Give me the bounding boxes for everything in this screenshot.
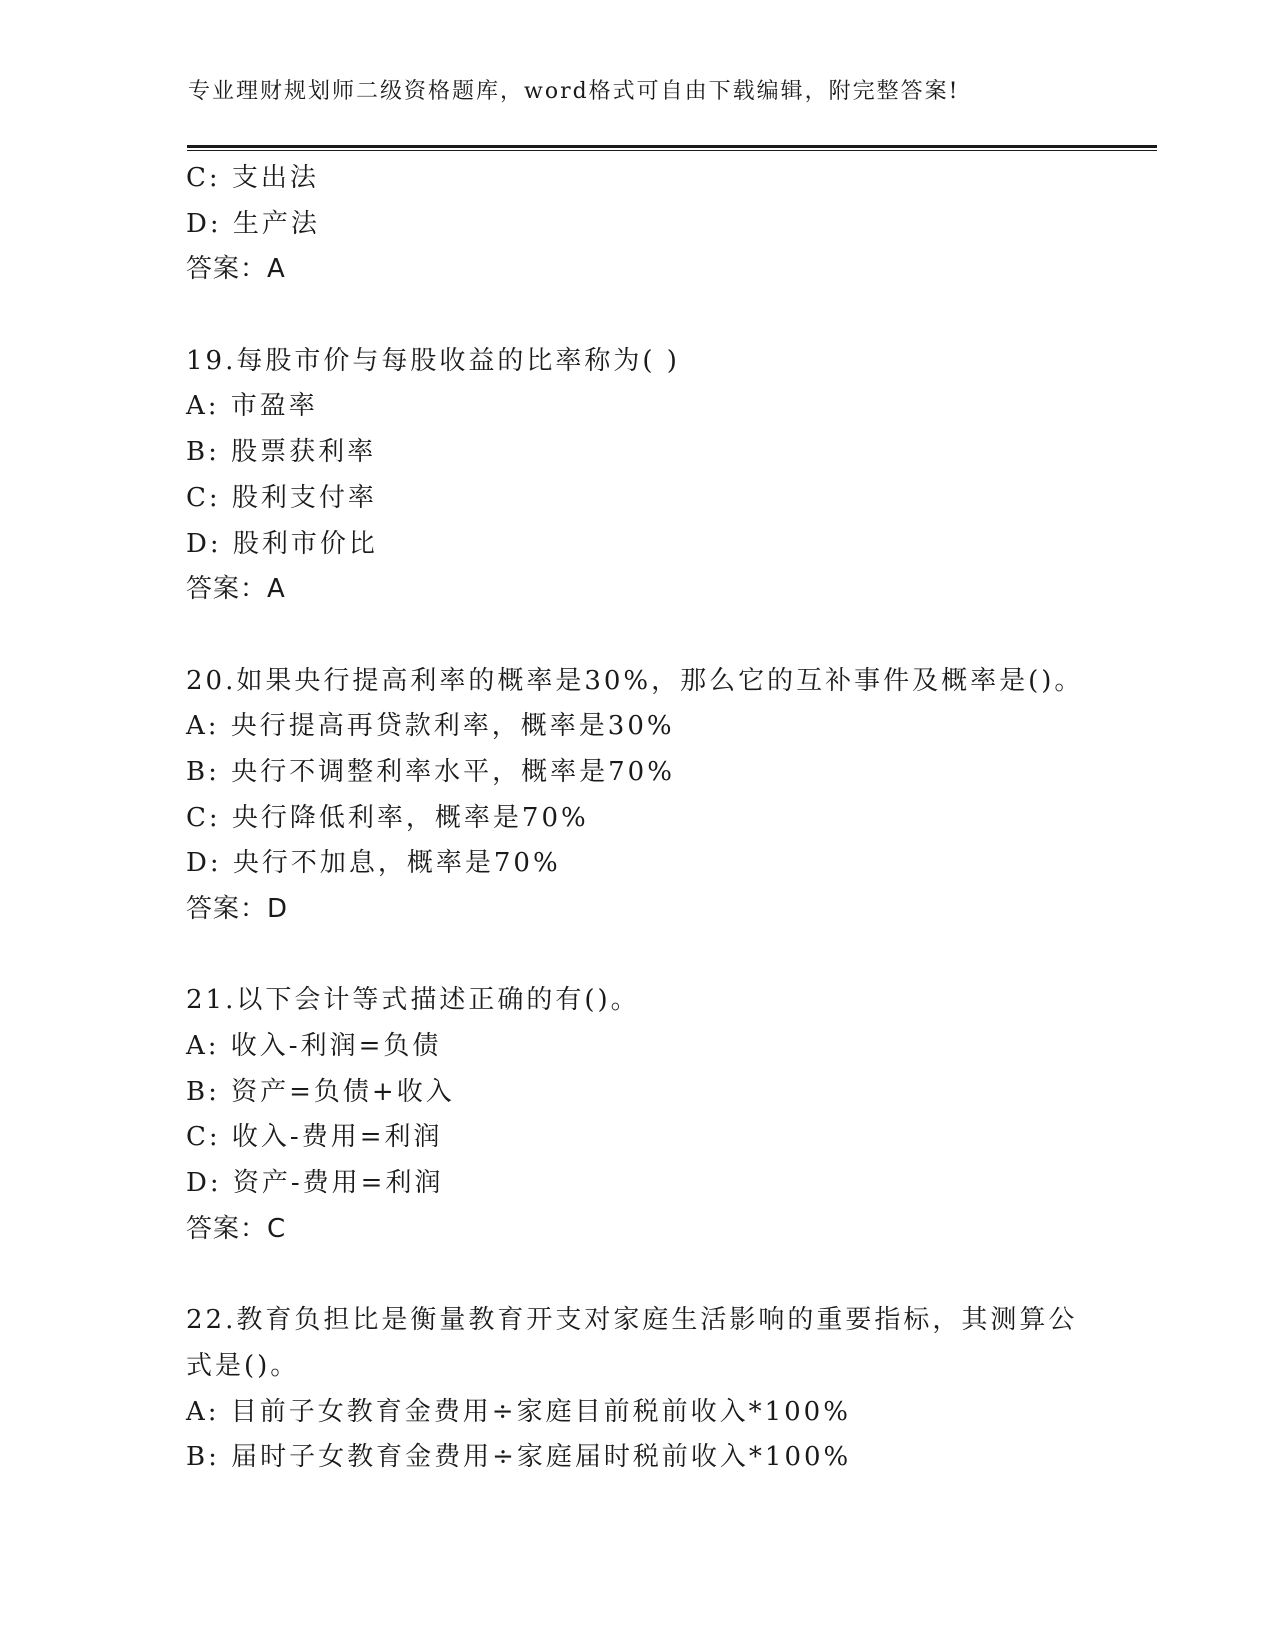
question-block: [186, 978, 1086, 1252]
option-c: C: 收入-费用=利润: [186, 1122, 443, 1153]
question-block: [186, 156, 1086, 293]
answer-line: 答案：C: [186, 1213, 287, 1244]
answer-line: 答案：A: [186, 254, 286, 285]
option-d: D: 央行不加息，概率是70%: [186, 848, 561, 879]
header-divider-thin: [187, 150, 1157, 151]
block-spacer: [186, 1253, 1086, 1299]
page-header: 专业理财规划师二级资格题库，word格式可自由下载编辑，附完整答案!: [188, 79, 960, 104]
question-list: [186, 156, 1086, 1481]
option-c: C: 股利支付率: [186, 482, 377, 513]
question-block: [186, 1298, 1086, 1481]
question-text-continued: 式是()。: [186, 1350, 300, 1381]
option-a: A: 收入-利润=负债: [186, 1031, 442, 1062]
option-a: A: 央行提高再贷款利率，概率是30%: [186, 711, 675, 742]
question-block: [186, 659, 1086, 933]
option-b: B: 届时子女教育金费用÷家庭届时税前收入*100%: [186, 1442, 852, 1473]
option-a: A: 市盈率: [186, 391, 318, 422]
option-b: B: 股票获利率: [186, 437, 377, 468]
option-d: D: 资产-费用=利润: [186, 1168, 444, 1199]
option-c: C: 央行降低利率，概率是70%: [186, 802, 589, 833]
block-spacer: [186, 293, 1086, 339]
question-text: 21.以下会计等式描述正确的有()。: [186, 985, 640, 1016]
question-text: 22.教育负担比是衡量教育开支对家庭生活影响的重要指标，其测算公: [186, 1305, 1078, 1336]
question-block: [186, 339, 1086, 613]
answer-line: 答案：D: [186, 894, 289, 924]
block-spacer: [186, 933, 1086, 979]
option-c: C: 支出法: [186, 163, 319, 193]
option-b: B: 资产=负债+收入: [186, 1076, 455, 1107]
option-d: D: 生产法: [186, 208, 320, 239]
block-spacer: [186, 613, 1086, 659]
question-text: 20.如果央行提高利率的概率是30%，那么它的互补事件及概率是()。: [186, 665, 1084, 696]
header-divider-thick: [187, 145, 1157, 148]
question-text: 19.每股市价与每股收益的比率称为( ): [186, 345, 680, 376]
option-d: D: 股利市价比: [186, 528, 378, 559]
answer-line: 答案：A: [186, 574, 286, 605]
option-a: A: 目前子女教育金费用÷家庭目前税前收入*100%: [186, 1396, 851, 1427]
header-divider: [187, 145, 1157, 152]
option-b: B: 央行不调整利率水平，概率是70%: [186, 756, 675, 787]
